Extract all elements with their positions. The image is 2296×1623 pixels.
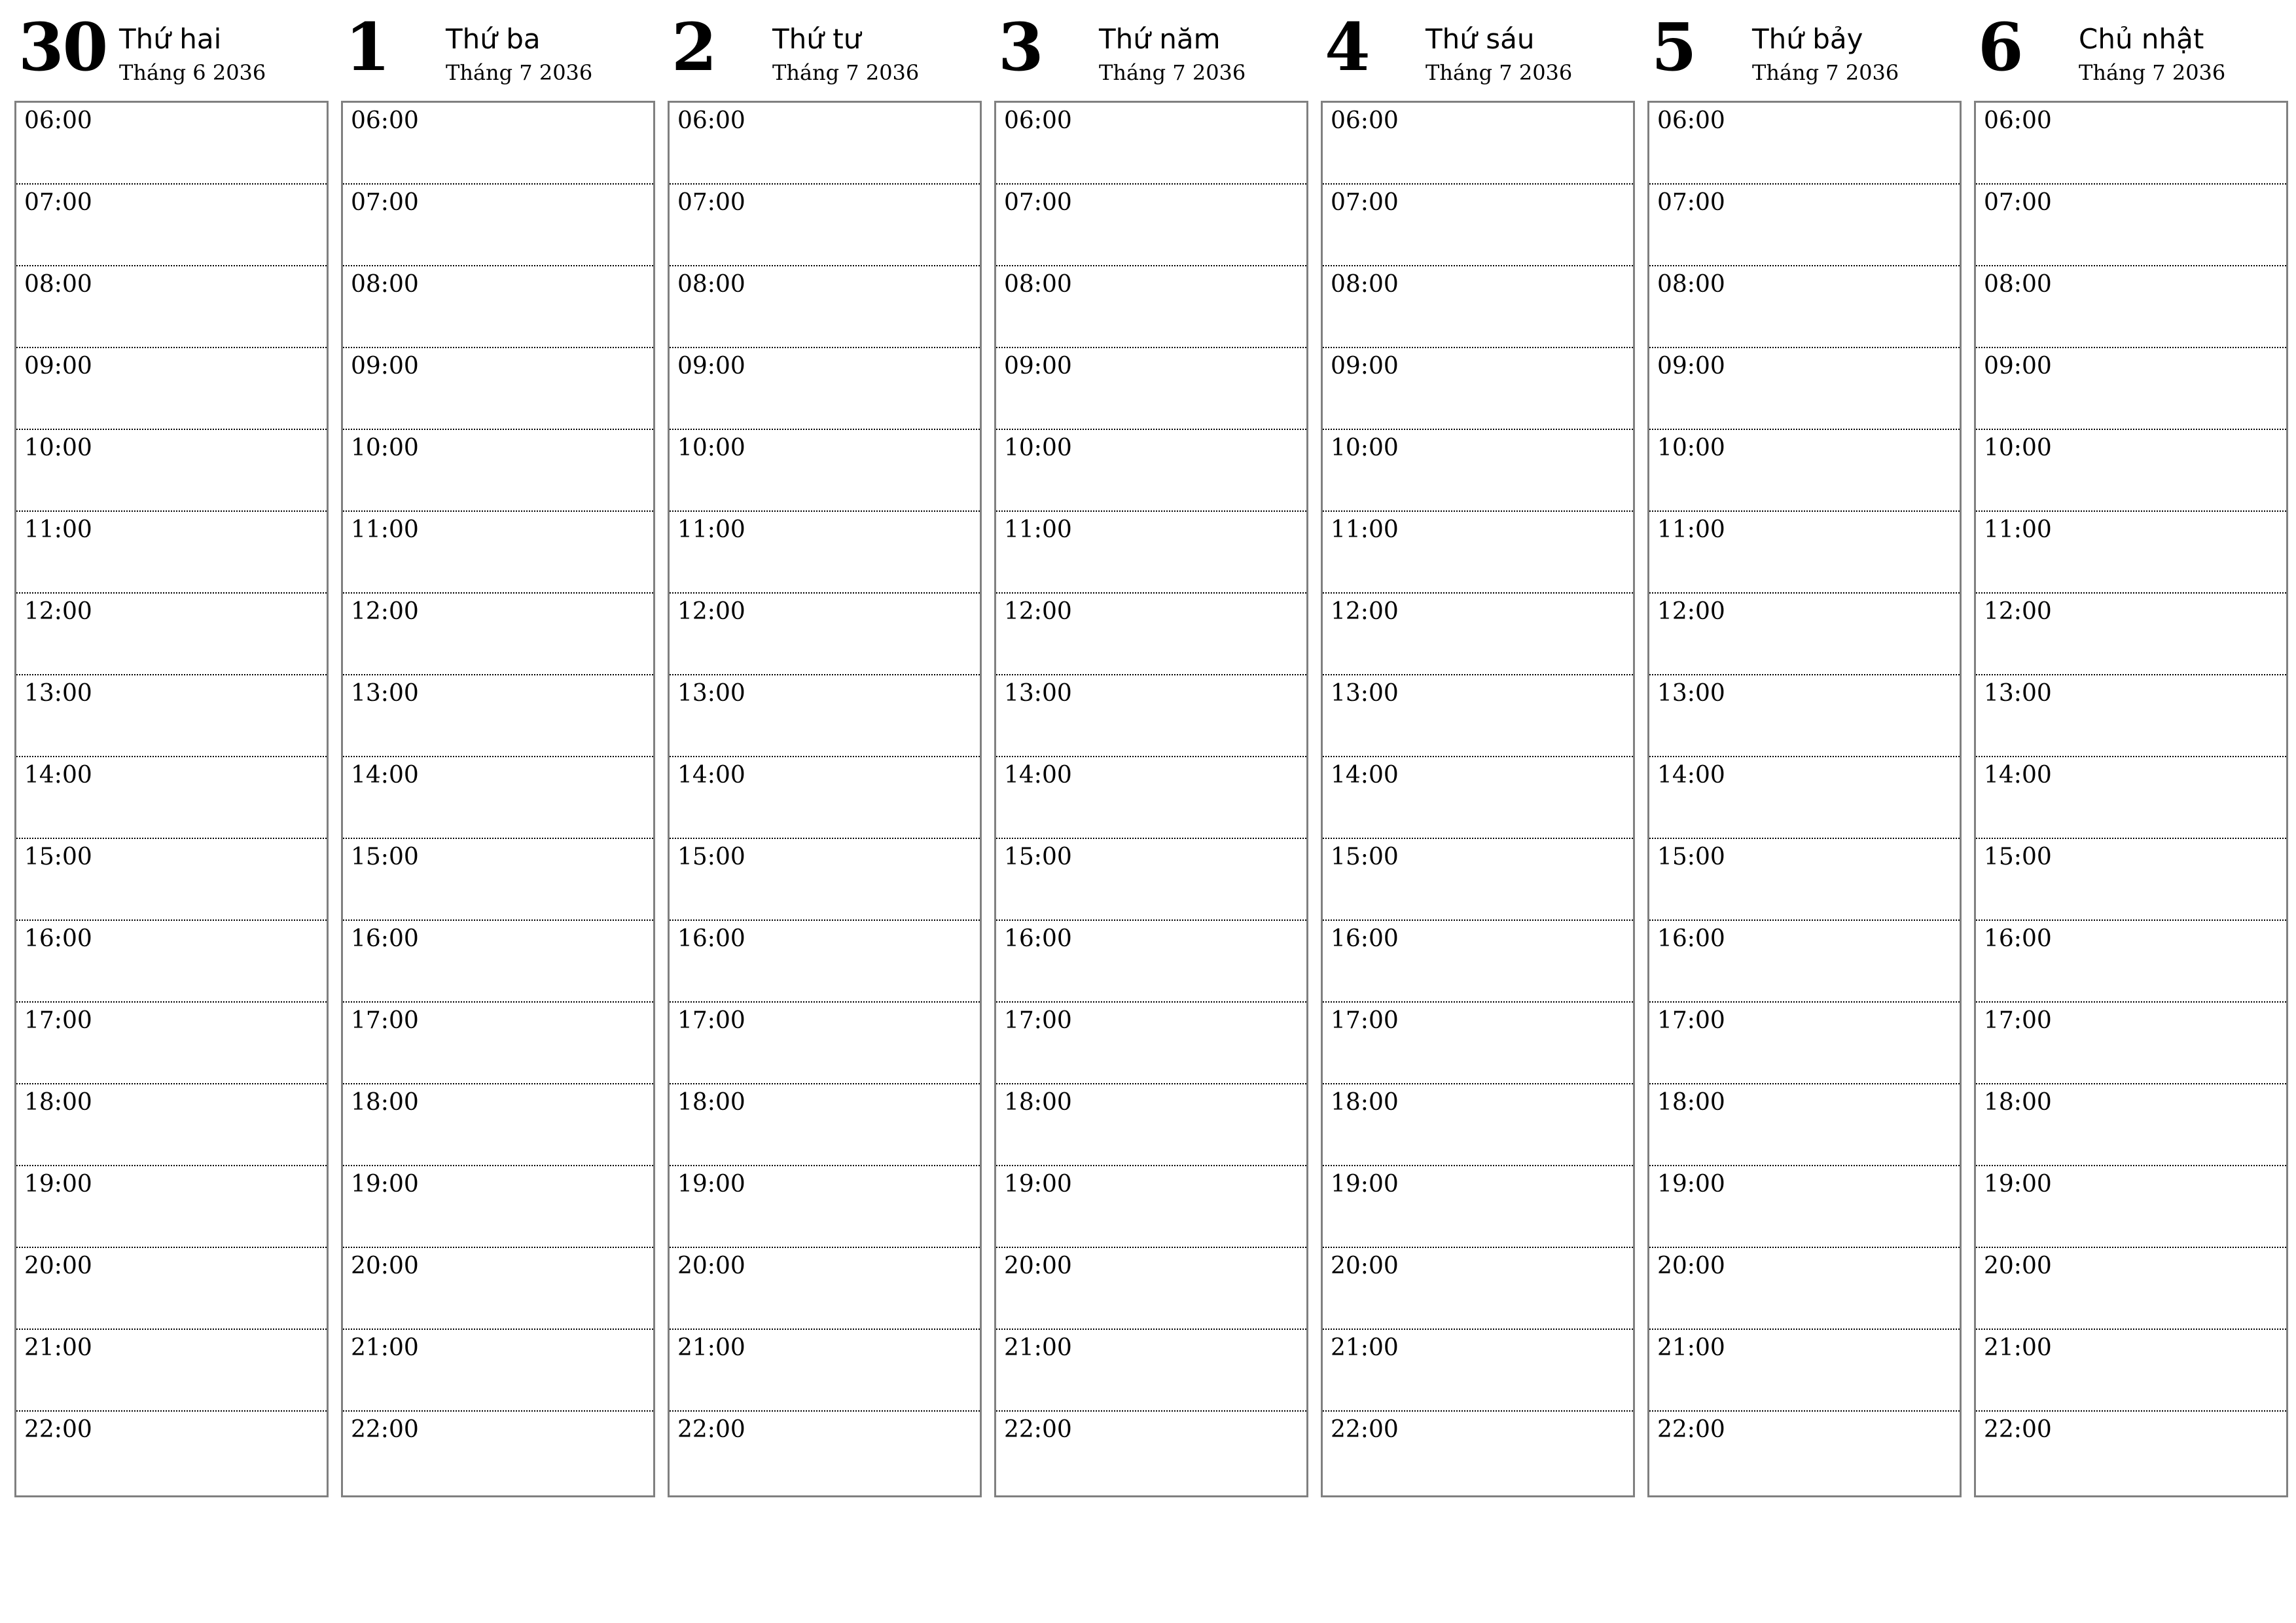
time-label: 09:00 [24, 353, 92, 380]
time-slot [1976, 512, 2286, 594]
time-slot [1323, 1084, 1633, 1166]
time-slot [1323, 1166, 1633, 1248]
time-label: 16:00 [1331, 925, 1399, 952]
day-number: 30 [18, 9, 107, 86]
time-slot [1649, 757, 1960, 839]
time-slot [996, 1166, 1306, 1248]
time-label: 10:00 [1984, 435, 2052, 461]
time-slot [996, 594, 1306, 675]
day-column [1647, 0, 1960, 1497]
time-slot [996, 185, 1306, 266]
time-slot [16, 185, 327, 266]
time-slot [670, 839, 980, 921]
time-label: 14:00 [677, 762, 745, 789]
time-slot [343, 1084, 653, 1166]
time-slot [1323, 594, 1633, 675]
time-label: 18:00 [677, 1089, 745, 1116]
time-label: 19:00 [351, 1171, 419, 1198]
time-label: 22:00 [1331, 1416, 1399, 1443]
time-slot [343, 757, 653, 839]
time-slot [1976, 103, 2286, 185]
time-label: 09:00 [351, 353, 419, 380]
time-slot [1649, 1003, 1960, 1084]
time-slot [1323, 430, 1633, 512]
time-label: 12:00 [1984, 598, 2052, 625]
time-label: 13:00 [1657, 680, 1725, 707]
time-label: 12:00 [351, 598, 419, 625]
time-slot [1323, 103, 1633, 185]
day-month: Tháng 7 2036 [1099, 60, 1246, 85]
time-slot [1649, 921, 1960, 1003]
time-label: 12:00 [1331, 598, 1399, 625]
time-slot [1323, 185, 1633, 266]
time-label: 13:00 [1004, 680, 1072, 707]
time-slot [16, 594, 327, 675]
time-label: 21:00 [1004, 1334, 1072, 1361]
time-label: 20:00 [1004, 1253, 1072, 1279]
time-label: 14:00 [1984, 762, 2052, 789]
time-slot [1976, 348, 2286, 430]
time-label: 18:00 [1657, 1089, 1725, 1116]
time-slot [996, 1330, 1306, 1412]
day-month: Tháng 7 2036 [1426, 60, 1573, 85]
time-label: 11:00 [1984, 516, 2052, 543]
time-label: 08:00 [1004, 271, 1072, 298]
time-slot [670, 266, 980, 348]
time-slot [343, 348, 653, 430]
time-label: 10:00 [1657, 435, 1725, 461]
time-label: 13:00 [677, 680, 745, 707]
day-name: Thứ tư [772, 23, 861, 55]
time-slot [343, 1330, 653, 1412]
time-slot [1976, 1330, 2286, 1412]
time-slot [670, 594, 980, 675]
time-label: 11:00 [1657, 516, 1725, 543]
time-label: 06:00 [351, 107, 419, 134]
time-slot [1649, 1412, 1960, 1493]
time-slot [1976, 1248, 2286, 1330]
time-label: 16:00 [1004, 925, 1072, 952]
time-label: 19:00 [1984, 1171, 2052, 1198]
time-slot [16, 1084, 327, 1166]
time-label: 13:00 [351, 680, 419, 707]
day-column [994, 0, 1307, 1497]
day-header [14, 0, 327, 98]
time-slot [996, 675, 1306, 757]
time-label: 06:00 [1331, 107, 1399, 134]
time-slot [1323, 1412, 1633, 1493]
time-label: 15:00 [1004, 844, 1072, 870]
time-label: 10:00 [1004, 435, 1072, 461]
day-month: Tháng 7 2036 [1752, 60, 1899, 85]
time-slot [16, 103, 327, 185]
time-slot [996, 512, 1306, 594]
time-label: 09:00 [1657, 353, 1725, 380]
time-label: 08:00 [1657, 271, 1725, 298]
time-label: 07:00 [677, 189, 745, 216]
time-label: 14:00 [1004, 762, 1072, 789]
day-schedule-box [1321, 101, 1635, 1497]
time-slot [996, 1248, 1306, 1330]
day-name: Thứ hai [119, 23, 222, 55]
time-slot [1976, 921, 2286, 1003]
time-slot [1323, 1248, 1633, 1330]
time-slot [1649, 430, 1960, 512]
time-label: 13:00 [24, 680, 92, 707]
time-label: 16:00 [351, 925, 419, 952]
time-slot [1649, 348, 1960, 430]
day-column [1974, 0, 2287, 1497]
day-schedule-box [994, 101, 1308, 1497]
time-slot [343, 185, 653, 266]
time-slot [670, 430, 980, 512]
time-slot [1976, 1412, 2286, 1493]
time-label: 12:00 [1657, 598, 1725, 625]
day-schedule-box [341, 101, 655, 1497]
time-slot [1649, 1166, 1960, 1248]
day-header [341, 0, 654, 98]
time-label: 14:00 [351, 762, 419, 789]
time-label: 07:00 [24, 189, 92, 216]
time-label: 19:00 [1331, 1171, 1399, 1198]
time-slot [996, 839, 1306, 921]
weekly-planner [14, 0, 2286, 1505]
time-slot [343, 1412, 653, 1493]
time-label: 22:00 [677, 1416, 745, 1443]
time-slot [1976, 757, 2286, 839]
time-slot [1323, 512, 1633, 594]
time-label: 09:00 [677, 353, 745, 380]
time-label: 22:00 [24, 1416, 92, 1443]
time-slot [1323, 266, 1633, 348]
time-slot [1323, 1330, 1633, 1412]
time-label: 13:00 [1331, 680, 1399, 707]
time-slot [996, 757, 1306, 839]
time-label: 21:00 [1331, 1334, 1399, 1361]
day-number: 5 [1651, 9, 1696, 86]
time-label: 14:00 [24, 762, 92, 789]
time-slot [1649, 675, 1960, 757]
time-label: 08:00 [351, 271, 419, 298]
time-slot [1976, 1003, 2286, 1084]
time-label: 06:00 [1657, 107, 1725, 134]
day-column [1321, 0, 1634, 1497]
time-slot [16, 757, 327, 839]
time-label: 21:00 [677, 1334, 745, 1361]
time-slot [343, 1166, 653, 1248]
time-label: 11:00 [1331, 516, 1399, 543]
time-slot [1649, 1330, 1960, 1412]
time-slot [670, 757, 980, 839]
time-slot [996, 348, 1306, 430]
time-slot [670, 512, 980, 594]
time-label: 20:00 [351, 1253, 419, 1279]
day-schedule-box [1647, 101, 1962, 1497]
time-slot [996, 1412, 1306, 1493]
time-label: 19:00 [677, 1171, 745, 1198]
time-label: 19:00 [1657, 1171, 1725, 1198]
time-label: 19:00 [24, 1171, 92, 1198]
day-number: 1 [345, 9, 389, 86]
time-label: 10:00 [1331, 435, 1399, 461]
time-slot [996, 1003, 1306, 1084]
day-header [1321, 0, 1634, 98]
time-slot [670, 1412, 980, 1493]
time-label: 17:00 [24, 1007, 92, 1034]
time-label: 11:00 [1004, 516, 1072, 543]
time-label: 18:00 [351, 1089, 419, 1116]
time-label: 09:00 [1004, 353, 1072, 380]
time-label: 21:00 [351, 1334, 419, 1361]
time-label: 17:00 [1331, 1007, 1399, 1034]
day-column [14, 0, 327, 1497]
time-label: 22:00 [1004, 1416, 1072, 1443]
day-name: Thứ bảy [1752, 23, 1863, 55]
time-label: 21:00 [24, 1334, 92, 1361]
time-slot [996, 1084, 1306, 1166]
time-label: 20:00 [1984, 1253, 2052, 1279]
time-slot [343, 1003, 653, 1084]
time-label: 18:00 [1331, 1089, 1399, 1116]
time-label: 19:00 [1004, 1171, 1072, 1198]
time-slot [1976, 185, 2286, 266]
time-slot [16, 1330, 327, 1412]
time-slot [670, 675, 980, 757]
time-label: 22:00 [1984, 1416, 2052, 1443]
time-slot [16, 430, 327, 512]
day-header [994, 0, 1307, 98]
time-label: 15:00 [1984, 844, 2052, 870]
time-slot [996, 921, 1306, 1003]
day-month: Tháng 7 2036 [446, 60, 593, 85]
time-slot [670, 1248, 980, 1330]
time-slot [16, 1248, 327, 1330]
time-label: 07:00 [351, 189, 419, 216]
time-label: 08:00 [677, 271, 745, 298]
time-label: 17:00 [351, 1007, 419, 1034]
time-slot [343, 430, 653, 512]
time-slot [670, 1330, 980, 1412]
time-slot [1976, 266, 2286, 348]
day-number: 2 [672, 9, 716, 86]
time-label: 06:00 [1004, 107, 1072, 134]
time-label: 10:00 [677, 435, 745, 461]
time-label: 15:00 [677, 844, 745, 870]
day-number: 4 [1325, 9, 1369, 86]
time-slot [1649, 594, 1960, 675]
time-slot [16, 1166, 327, 1248]
day-schedule-box [14, 101, 329, 1497]
day-name: Thứ ba [446, 23, 541, 55]
time-slot [343, 512, 653, 594]
time-slot [670, 1003, 980, 1084]
time-label: 22:00 [351, 1416, 419, 1443]
time-label: 20:00 [677, 1253, 745, 1279]
day-month: Tháng 7 2036 [2079, 60, 2226, 85]
time-label: 18:00 [1004, 1089, 1072, 1116]
time-slot [996, 430, 1306, 512]
time-label: 11:00 [24, 516, 92, 543]
time-slot [1323, 675, 1633, 757]
time-slot [343, 921, 653, 1003]
time-slot [1976, 430, 2286, 512]
time-label: 20:00 [1657, 1253, 1725, 1279]
day-month: Tháng 7 2036 [772, 60, 920, 85]
time-slot [343, 839, 653, 921]
time-slot [1323, 757, 1633, 839]
time-slot [670, 185, 980, 266]
day-schedule-box [1974, 101, 2288, 1497]
time-label: 16:00 [1657, 925, 1725, 952]
time-slot [1649, 839, 1960, 921]
time-label: 11:00 [677, 516, 745, 543]
time-label: 06:00 [677, 107, 745, 134]
time-label: 14:00 [1657, 762, 1725, 789]
time-label: 08:00 [1984, 271, 2052, 298]
time-label: 09:00 [1331, 353, 1399, 380]
day-header [668, 0, 980, 98]
time-slot [670, 348, 980, 430]
time-label: 17:00 [1004, 1007, 1072, 1034]
day-schedule-box [668, 101, 982, 1497]
time-slot [1649, 1084, 1960, 1166]
time-slot [343, 1248, 653, 1330]
time-slot [16, 348, 327, 430]
time-label: 15:00 [24, 844, 92, 870]
time-slot [670, 1166, 980, 1248]
time-label: 17:00 [677, 1007, 745, 1034]
time-label: 07:00 [1657, 189, 1725, 216]
day-name: Thứ sáu [1426, 23, 1535, 55]
time-label: 21:00 [1984, 1334, 2052, 1361]
time-label: 18:00 [1984, 1089, 2052, 1116]
time-slot [1323, 348, 1633, 430]
time-slot [16, 1003, 327, 1084]
day-header [1974, 0, 2287, 98]
time-label: 16:00 [1984, 925, 2052, 952]
time-label: 07:00 [1984, 189, 2052, 216]
time-slot [343, 594, 653, 675]
time-label: 12:00 [1004, 598, 1072, 625]
time-slot [16, 675, 327, 757]
time-slot [1649, 1248, 1960, 1330]
time-label: 20:00 [1331, 1253, 1399, 1279]
time-label: 10:00 [351, 435, 419, 461]
time-label: 07:00 [1004, 189, 1072, 216]
time-label: 06:00 [1984, 107, 2052, 134]
time-label: 06:00 [24, 107, 92, 134]
time-slot [343, 675, 653, 757]
time-slot [1649, 103, 1960, 185]
time-slot [1976, 1166, 2286, 1248]
time-label: 22:00 [1657, 1416, 1725, 1443]
time-slot [1649, 266, 1960, 348]
time-slot [16, 1412, 327, 1493]
day-month: Tháng 6 2036 [119, 60, 266, 85]
time-label: 10:00 [24, 435, 92, 461]
time-slot [670, 103, 980, 185]
day-name: Chủ nhật [2079, 23, 2204, 55]
time-slot [1976, 675, 2286, 757]
time-slot [1976, 839, 2286, 921]
time-slot [996, 103, 1306, 185]
time-label: 20:00 [24, 1253, 92, 1279]
time-slot [16, 921, 327, 1003]
time-slot [670, 1084, 980, 1166]
time-slot [16, 512, 327, 594]
time-label: 09:00 [1984, 353, 2052, 380]
time-slot [1976, 1084, 2286, 1166]
time-slot [343, 266, 653, 348]
day-column [668, 0, 980, 1497]
day-header [1647, 0, 1960, 98]
time-slot [996, 266, 1306, 348]
time-label: 08:00 [24, 271, 92, 298]
time-label: 07:00 [1331, 189, 1399, 216]
time-slot [343, 103, 653, 185]
time-label: 12:00 [24, 598, 92, 625]
time-slot [16, 266, 327, 348]
time-slot [16, 839, 327, 921]
time-slot [1976, 594, 2286, 675]
time-label: 17:00 [1984, 1007, 2052, 1034]
time-label: 08:00 [1331, 271, 1399, 298]
time-slot [670, 921, 980, 1003]
time-label: 15:00 [1657, 844, 1725, 870]
time-label: 15:00 [1331, 844, 1399, 870]
time-label: 16:00 [677, 925, 745, 952]
time-slot [1649, 185, 1960, 266]
time-slot [1323, 921, 1633, 1003]
day-column [341, 0, 654, 1497]
time-label: 14:00 [1331, 762, 1399, 789]
time-label: 11:00 [351, 516, 419, 543]
time-slot [1649, 512, 1960, 594]
time-label: 15:00 [351, 844, 419, 870]
day-number: 6 [1978, 9, 2022, 86]
time-label: 12:00 [677, 598, 745, 625]
time-label: 13:00 [1984, 680, 2052, 707]
time-label: 16:00 [24, 925, 92, 952]
day-number: 3 [998, 9, 1043, 86]
time-label: 21:00 [1657, 1334, 1725, 1361]
time-label: 17:00 [1657, 1007, 1725, 1034]
time-label: 18:00 [24, 1089, 92, 1116]
day-name: Thứ năm [1099, 23, 1221, 55]
time-slot [1323, 839, 1633, 921]
time-slot [1323, 1003, 1633, 1084]
